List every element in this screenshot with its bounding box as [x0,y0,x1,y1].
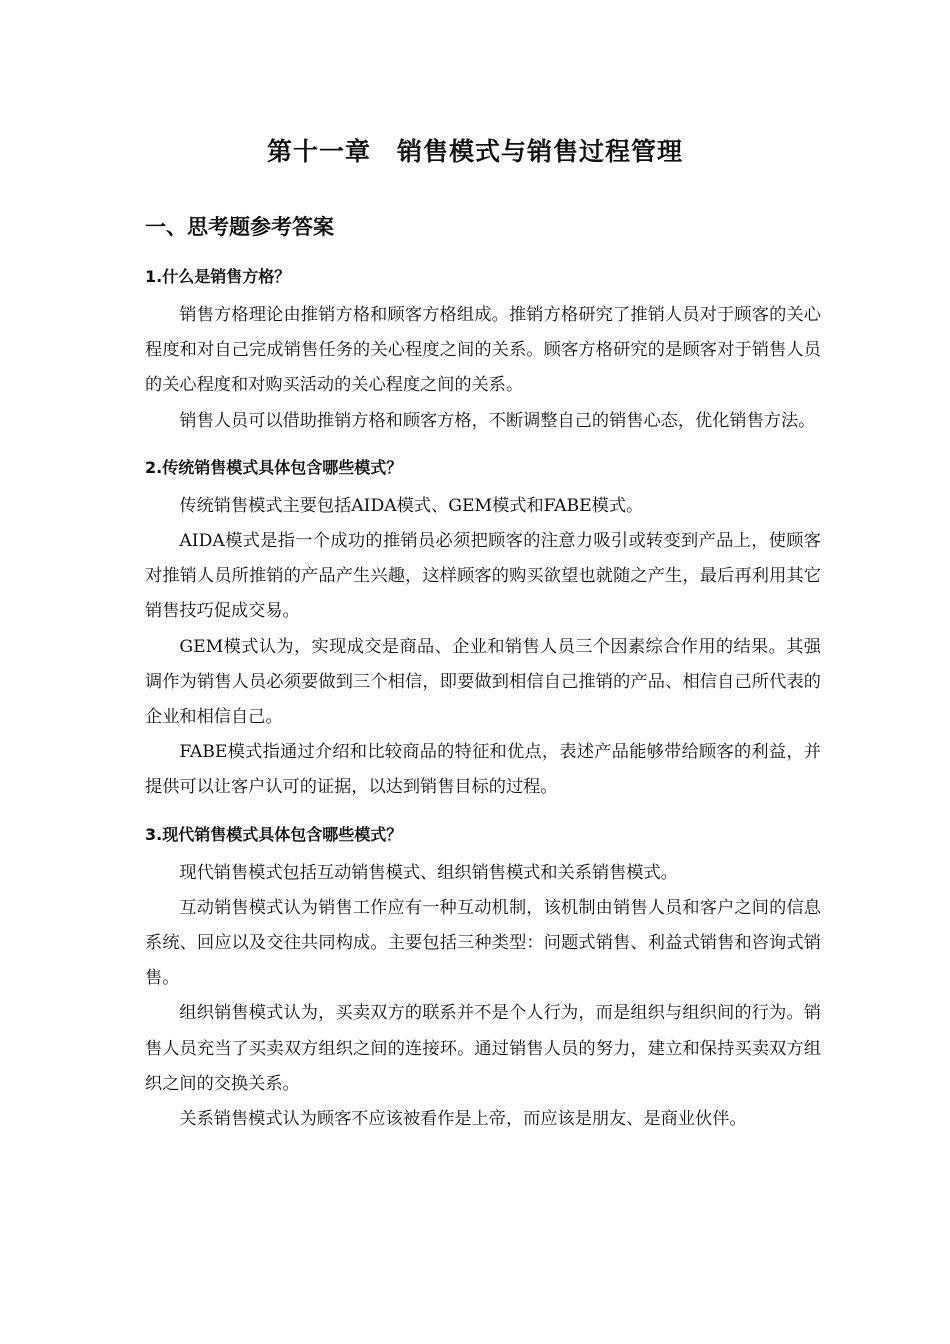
answer-paragraph: 销售方格理论由推销方格和顾客方格组成。推销方格研究了推销人员对于顾客的关心程度和对自己完成销售任务的关心程度之间的关系。顾客方格研究的是顾客对于销售人员的关心程度和对购买活动的关心程度之间的关系。 [145,305,821,396]
question-title: 3.现代销售模式具体包含哪些模式？ [145,824,403,844]
question-title: 1.什么是销售方格？ [145,267,291,286]
document-body [145,262,821,1151]
question-block-1 [145,262,821,439]
question-block-2 [145,453,821,806]
answer-paragraph: 关系销售模式认为顾客不应该被看作是上帝，而应该是朋友、是商业伙伴。 [179,1109,747,1130]
answer-paragraph: 组织销售模式认为，买卖双方的联系并不是个人行为，而是组织与组织间的行为。销售人员充当了买卖双方组织之间的连接环。通过销售人员的努力，建立和保持买卖双方组织之间的交换关系。 [145,1003,821,1094]
answer-paragraph: 现代销售模式包括互动销售模式、组织销售模式和关系销售模式。 [179,862,678,883]
answer-paragraph: GEM模式认为，实现成交是商品、企业和销售人员三个因素综合作用的结果。其强调作为销售人员必须要做到三个相信，即要做到相信自己推销的产品、相信自己所代表的企业和相信自己。 [145,636,821,728]
question-title: 2.传统销售模式具体包含哪些模式？ [145,457,403,477]
answer-paragraph: FABE模式指通过介绍和比较商品的特征和优点，表述产品能够带给顾客的利益，并提供可以让客户认可的证据，以达到销售目标的过程。 [145,742,821,798]
answer-paragraph: 销售人员可以借助推销方格和顾客方格，不断调整自己的销售心态，优化销售方法。 [179,410,816,431]
answer-paragraph: 互动销售模式认为销售工作应有一种互动机制，该机制由销售人员和客户之间的信息系统、回应以及交往共同构成。主要包括三种类型：问题式销售、利益式销售和咨询式销售。 [145,897,821,989]
answer-paragraph: 传统销售模式主要包括AIDA模式、GEM模式和FABE模式。 [179,495,644,516]
chapter-title: 第十一章 销售模式与销售过程管理 [266,137,683,166]
section-title: 一、思考题参考答案 [145,215,334,239]
answer-paragraph: AIDA模式是指一个成功的推销员必须把顾客的注意力吸引或转变到产品上，使顾客对推销人员所推销的产品产生兴趣，这样顾客的购买欲望也就随之产生，最后再利用其它销售技巧促成交易。 [145,531,821,622]
question-block-3 [145,820,821,1138]
